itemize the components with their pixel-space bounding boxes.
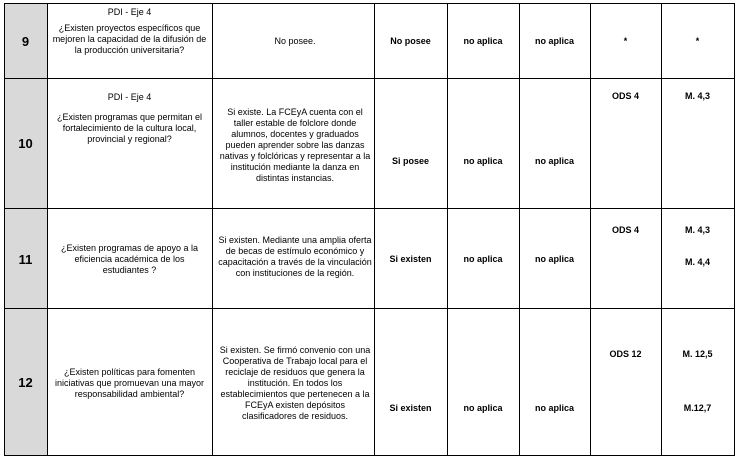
status-value: Si existen xyxy=(389,253,432,264)
status-value: Si existen xyxy=(389,403,432,413)
grid-line xyxy=(212,3,213,456)
meta-value: M. 12,5 xyxy=(682,349,713,359)
ods-value: ODS 4 xyxy=(611,225,639,235)
meta-value: M. 4,3 xyxy=(684,225,710,235)
grid-line xyxy=(4,455,735,456)
grid-line xyxy=(4,78,735,79)
grid-line xyxy=(4,3,735,4)
row-number: 11 xyxy=(4,209,47,309)
meta-value: * xyxy=(695,35,700,46)
question-text: ¿Existen programas de apoyo a la eficiencia académica de los estudiantes ? xyxy=(60,242,199,275)
col5-value: no aplica xyxy=(534,403,574,413)
ods-value: * xyxy=(623,35,628,46)
response-text: Si existen. Mediante una amplia oferta de becas de estímulo económico y capacitación a través de la vinculación con instituciones de la región. xyxy=(218,235,372,278)
col5-value: no aplica xyxy=(534,35,574,46)
row-number: 12 xyxy=(4,309,47,456)
grid-line xyxy=(374,3,375,456)
grid-line xyxy=(734,3,735,456)
grid-line xyxy=(4,208,735,209)
grid-line xyxy=(590,3,591,456)
col4-value: no aplica xyxy=(463,35,503,46)
grid-line xyxy=(447,3,448,456)
response-text: Si existe. La FCEyA cuenta con el taller estable de folclore donde alumnos, docentes y graduados pueden aprender sobre las danzas nativas y folclóricas y representar a la institución mediante la danza en distintas instancias. xyxy=(219,106,371,183)
grid-line xyxy=(47,3,48,456)
question-text: ¿Existen políticas para fomenten iniciativas que promuevan una mayor responsabilidad ambiental? xyxy=(54,366,205,399)
status-value: No posee xyxy=(390,35,431,46)
meta-value: M. 4,4 xyxy=(684,257,710,267)
grid-line xyxy=(4,3,5,456)
grid-line xyxy=(519,3,520,456)
grid-line xyxy=(4,308,735,309)
meta-value: M.12,7 xyxy=(683,403,712,413)
col4-value: no aplica xyxy=(463,403,503,413)
question-text: ¿Existen proyectos específicos que mejoren la capacidad de la difusión de la producción universitaria? xyxy=(52,22,207,55)
ods-value: ODS 4 xyxy=(611,91,639,101)
eje-label: PDI - Eje 4 xyxy=(107,92,152,102)
response-text: No posee. xyxy=(274,35,316,46)
question-text: ¿Existen programas que permitan el fortalecimiento de la cultura local, provincial y regional? xyxy=(56,111,203,144)
col4-value: no aplica xyxy=(463,253,503,264)
col5-value: no aplica xyxy=(534,156,574,166)
col4-value: no aplica xyxy=(463,156,503,166)
status-value: Si posee xyxy=(391,156,429,166)
col5-value: no aplica xyxy=(534,253,574,264)
response-text: Si existen. Se firmó convenio con una Cooperativa de Trabajo local para el reciclaje de residuos que genera la institución. En todos los establecimientos que pertenecen a la FCEyA existen depósitos clasificadores de residuos. xyxy=(219,344,371,421)
row-number: 10 xyxy=(4,78,47,209)
meta-value: M. 4,3 xyxy=(684,91,710,101)
ods-value: ODS 12 xyxy=(609,349,642,359)
row-number: 9 xyxy=(4,4,47,78)
grid-line xyxy=(661,3,662,456)
eje-label: PDI - Eje 4 xyxy=(107,7,152,17)
